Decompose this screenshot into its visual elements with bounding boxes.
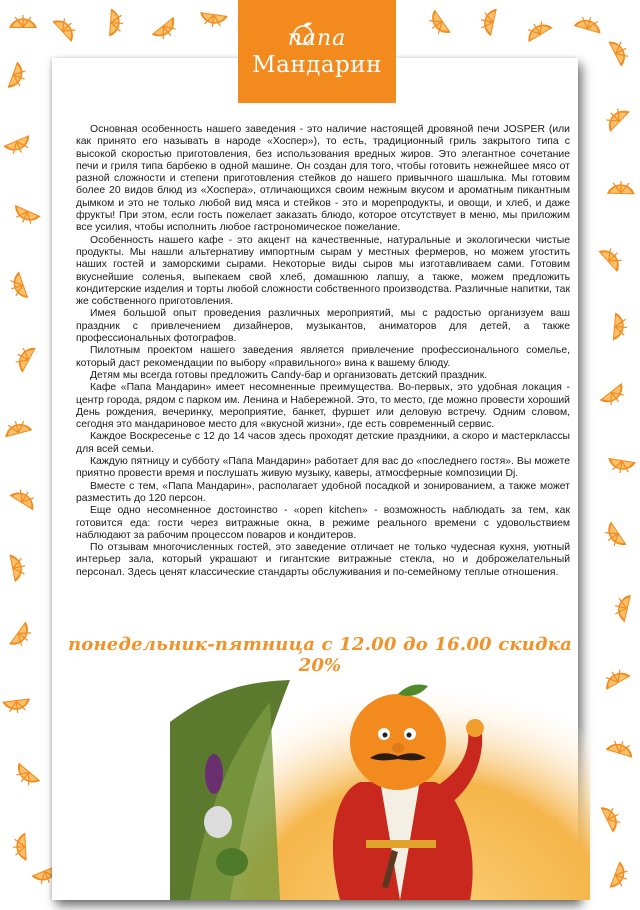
orange-slice-icon <box>6 4 40 38</box>
orange-slice-icon <box>43 3 91 51</box>
orange-slice-icon <box>413 1 460 48</box>
orange-slice-icon <box>568 2 610 44</box>
paragraph: Имея большой опыт проведения различных мероприятий, мы с радостью организуем ваш праздник с привлечением дизайнеров, музыкантов, аниматоров для детей, а также профессиональных фотографов. <box>76 308 570 345</box>
orange-slice-icon <box>600 726 640 768</box>
promo-banner: понедельник-пятница с 12.00 до 16.00 скидка 20% <box>67 634 573 676</box>
paragraph: Каждое Воскресенье с 12 до 14 часов здесь проходят детские праздники, а скоро и мастерклассы для всей семьи. <box>76 431 570 455</box>
orange-slice-icon <box>0 125 41 170</box>
orange-slice-icon <box>1 753 49 801</box>
paragraph: Кафе «Папа Мандарин» имеет несомненные преимущества. Во-первых, это удобная локация - центр города, рядом с парком им. Ленина и Набережной. Это, то место, где можно провести хороший День рождения, вечеринку, мероприятие, банкет, фуршет или деловую встречу. Одним словом, сегодня это мандариновое место для «вкусной жизни», где есть современный сервис. <box>76 382 570 431</box>
brand-name-line2: Мандарин <box>252 52 382 78</box>
orange-slice-icon <box>603 309 640 346</box>
orange-slice-icon <box>599 855 640 899</box>
orange-slice-icon <box>592 654 638 700</box>
orange-slice-icon <box>467 1 507 41</box>
orange-slice-icon <box>590 794 635 839</box>
orange-slice-icon <box>604 170 639 205</box>
paragraph: Пилотным проектом нашего заведения является привлечение профессионального сомелье, который даст рекомендации по выбору «правильного» вина к вашему блюду. <box>76 345 570 369</box>
orange-slice-icon <box>0 334 46 380</box>
orange-slice-icon <box>1 829 37 865</box>
orange-slice-icon <box>194 2 232 40</box>
paragraph: Еще одно несомненное достоинство - «open kitchen» - возможность наблюдать за тем, как готовится еда: гости через витражные окна, в режиме реального времени с удовольствием наблюдают за рабочим процессом поваров и кондитеров. <box>76 505 570 541</box>
brand-name-line1: папа <box>287 26 347 51</box>
orange-slice-icon <box>0 688 36 726</box>
orange-slice-icon <box>0 55 41 99</box>
paragraph: Каждую пятницу и субботу «Папа Мандарин» работает для вас до «последнего гостя». Вы можете приятно провести время и послушать живую музыку, каверы, атмосферные композиции Dj. <box>76 456 570 480</box>
orange-slice-icon <box>3 195 48 240</box>
orange-slice-icon <box>602 448 640 487</box>
paragraph: Детям мы всегда готовы предложить Candy-бар и организовать детский праздник. <box>90 369 488 381</box>
mandarin-character-illustration <box>170 662 590 900</box>
orange-slice-icon <box>591 93 639 141</box>
orange-slice-icon <box>598 28 640 74</box>
orange-slice-icon <box>99 5 135 41</box>
orange-slice-icon <box>514 6 561 53</box>
brand-logo <box>238 0 396 103</box>
orange-slice-icon <box>589 513 636 560</box>
paragraph: Вместе с тем, «Папа Мандарин», располагает удобной посадкой и зонированием, а также может разместить до 120 персон. <box>76 480 570 504</box>
paragraph: Особенность нашего кафе - это акцент на качественные, натуральные и экологически чистые продукты. Мы нашли альтернативу импортным сырам у местных фермеров, но можем угостить наших гостей и заморскими сырами. Некоторые виды сыров мы изготавливаем сами. Готовим вкуснейшие соленья, выпекаем свой хлеб, домашнюю лапшу, а также, можем предложить кондитерские изделия и торты любой сложности собственного производства. Различные напитки, так же собственного приготовления. <box>76 234 570 308</box>
orange-slice-icon <box>0 613 47 660</box>
orange-slice-icon <box>0 406 38 448</box>
orange-slice-icon <box>591 373 639 421</box>
description-text <box>76 124 570 579</box>
orange-slice-icon <box>2 474 49 521</box>
orange-slice-icon <box>143 7 191 55</box>
orange-slice-icon <box>0 265 39 308</box>
paragraph: По отзывам многочисленных гостей, это заведение отличает не только чудесная кухня, уютный интерьер зала, который украшают и гигантские витражные стекла, но и доброжелательный персонал. Здесь ценят классические стандарты обслуживания и по-семейному теплые отношения. <box>76 542 570 578</box>
orange-slice-icon <box>601 587 640 628</box>
orange-slice-icon <box>0 547 39 587</box>
paragraph: Основная особенность нашего заведения - это наличие настоящей дровяной печи JOSPER (или как принято его называть в народе «Хоспер»), то есть, традиционный гриль закрытого типа с высокой скоростью приготовления, без использования вредных жиров. Это элегантное сочетание печи и гриля типа барбекю в одной машине. Он создан для того, чтобы готовить нежнейшее мясо от разной сложности и степени приготовления стейков до нашего привычного шашлыка. Мы готовим более 20 видов блюд из «Хоспера», отличающихся своим нежным вкусом и ароматным пикантным дымком и это не только любой вид мяса и стейков - это и морепродукты, и овощи, и хлеб, и даже фрукты! При этом, если гость пожелает заказать блюдо, которое отсутствует в меню, мы приложим все усилия, чтобы исполнить любое гастрономическое пожелание. <box>76 124 570 234</box>
orange-slice-icon <box>589 233 637 281</box>
